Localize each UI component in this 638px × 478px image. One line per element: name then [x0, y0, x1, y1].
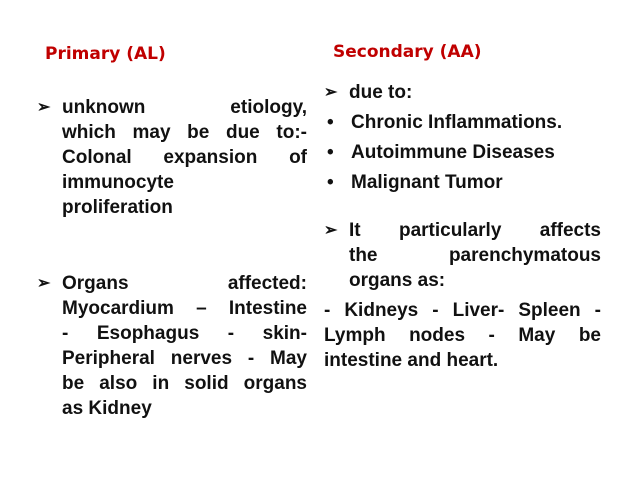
arrow-bullet-icon: ➢ — [324, 222, 338, 239]
organs-affected-line-6: as Kidney — [62, 398, 152, 419]
organs-affected-line-1: Organs affected: — [62, 273, 307, 294]
bullet-dot-icon: • — [327, 112, 334, 133]
list-item — [324, 170, 601, 195]
etiology-line-5: proliferation — [62, 197, 173, 218]
parenchymatous-line-2: the parenchymatous — [349, 245, 601, 266]
list-item — [324, 110, 601, 135]
cause-list — [324, 110, 601, 195]
organs-list — [324, 298, 601, 373]
due-to-text: due to: — [349, 82, 413, 103]
organs-line-2: Lymph nodes - May be — [324, 325, 601, 346]
cause-text: Malignant Tumor — [351, 172, 503, 193]
organs-line-1: - Kidneys - Liver- Spleen - — [324, 300, 601, 321]
organs-line-3: intestine and heart. — [324, 350, 499, 371]
parenchymatous-item — [324, 218, 601, 293]
etiology-line-2: which may be due to:- — [62, 122, 307, 143]
secondary-column — [324, 80, 601, 373]
parenchymatous-line-3: organs as: — [349, 270, 446, 291]
due-to-item — [324, 80, 601, 105]
organs-affected-line-3: - Esophagus - skin- — [62, 323, 307, 344]
primary-al-heading: Primary (AL) — [45, 44, 166, 64]
organs-affected-line-4: Peripheral nerves - May — [62, 348, 307, 369]
etiology-line-4: immunocyte — [62, 172, 174, 193]
cause-text: Autoimmune Diseases — [351, 142, 555, 163]
organs-affected-item — [37, 271, 307, 421]
secondary-aa-heading: Secondary (AA) — [333, 42, 482, 62]
bullet-dot-icon: • — [327, 142, 334, 163]
organs-affected-line-2: Myocardium – Intestine — [62, 298, 307, 319]
etiology-line-1: unknown etiology, — [62, 97, 307, 118]
arrow-bullet-icon: ➢ — [37, 99, 51, 116]
cause-text: Chronic Inflammations. — [351, 112, 563, 133]
etiology-item — [37, 95, 307, 220]
arrow-bullet-icon: ➢ — [324, 84, 338, 101]
arrow-bullet-icon: ➢ — [37, 275, 51, 292]
organs-affected-line-5: be also in solid organs — [62, 373, 307, 394]
list-item — [324, 140, 601, 165]
bullet-dot-icon: • — [327, 172, 334, 193]
primary-column — [37, 95, 307, 421]
etiology-line-3: Colonal expansion of — [62, 147, 307, 168]
parenchymatous-line-1: It particularly affects — [349, 220, 601, 241]
